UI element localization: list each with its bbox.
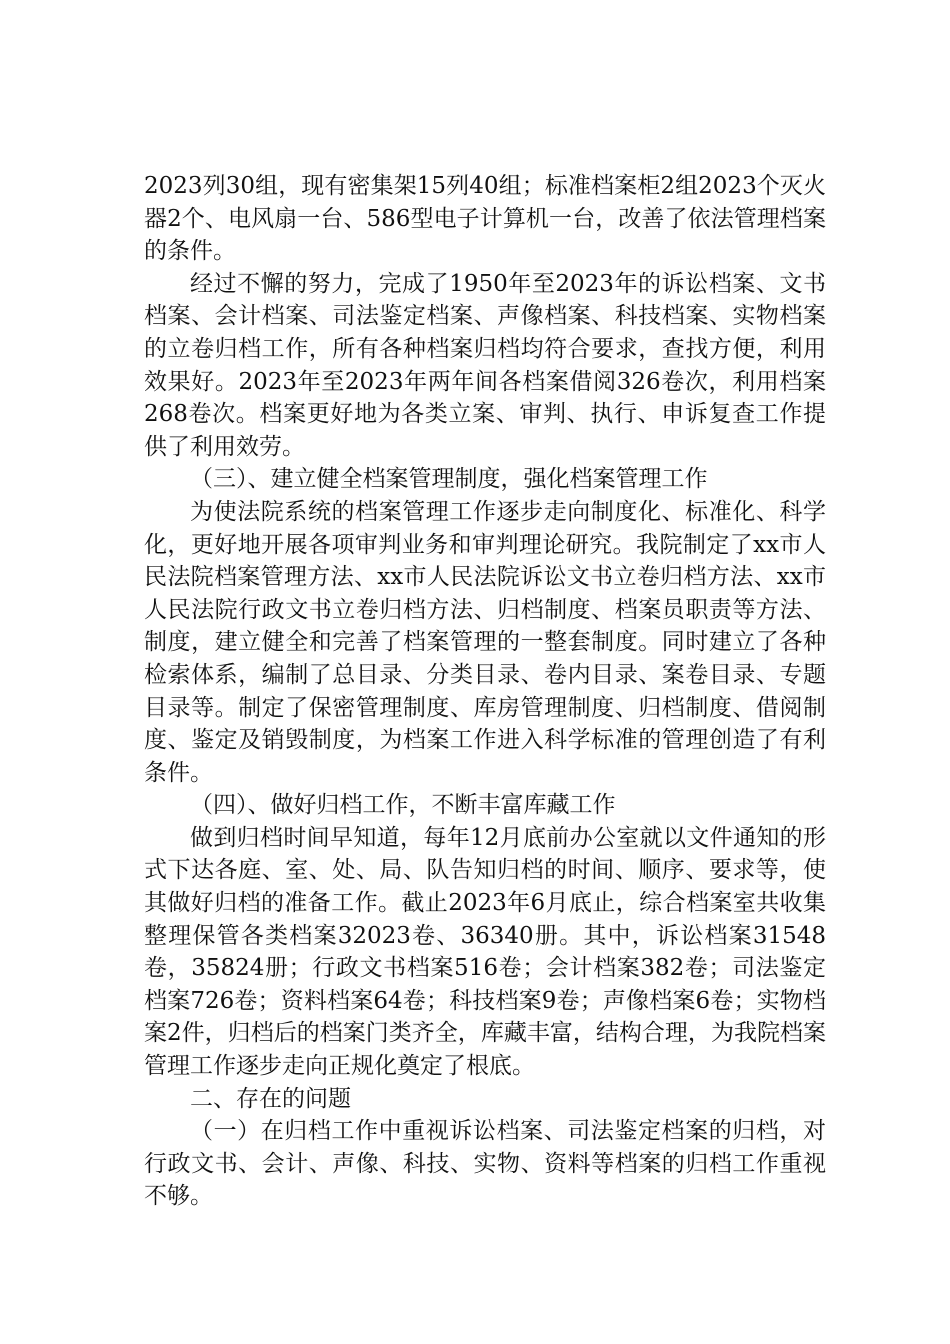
- section-heading-3: （三）、建立健全档案管理制度，强化档案管理工作: [190, 466, 708, 493]
- paragraph-problem-1: （一）在归档工作中重视诉讼档案、司法鉴定档案的归档，对行政文书、会计、声像、科技、实物、资料等档案的归档工作重视不够。: [144, 1118, 826, 1210]
- section-heading-problems: 二、存在的问题: [190, 1085, 351, 1112]
- section-heading-4: （四）、做好归档工作，不断丰富库藏工作: [190, 792, 616, 819]
- document-page: [144, 170, 826, 1213]
- paragraph-archiving-work: 做到归档时间早知道，每年12月底前办公室就以文件通知的形式下达各庭、室、处、局、队告知归档的时间、顺序、要求等，使其做好归档的准备工作。截止2023年6月底止，综合档案室共收集整理保管各类档案32023卷、36340册。其中，诉讼档案31548卷，35824册；行政文书档案516卷；会计档案382卷；司法鉴定档案726卷；资料档案64卷；科技档案9卷；声像档案6卷；实物档案2件，归档后的档案门类齐全，库藏丰富，结构合理，为我院档案管理工作逐步走向正规化奠定了根底。: [144, 824, 826, 1080]
- paragraph-management-system: 为使法院系统的档案管理工作逐步走向制度化、标准化、科学化，更好地开展各项审判业务和审判理论研究。我院制定了xx市人民法院档案管理方法、xx市人民法院诉讼文书立卷归档方法、xx市人民法院行政文书立卷归档方法、归档制度、档案员职责等方法、制度，建立健全和完善了档案管理的一整套制度。同时建立了各种检索体系，编制了总目录、分类目录、卷内目录、案卷目录、专题目录等。制定了保密管理制度、库房管理制度、归档制度、借阅制度、鉴定及销毁制度，为档案工作进入科学标准的管理创造了有利条件。: [144, 498, 826, 786]
- paragraph-continuation: 2023列30组，现有密集架15列40组；标准档案柜2组2023个灭火器2个、电风扇一台、586型电子计算机一台，改善了依法管理档案的条件。: [144, 173, 826, 265]
- paragraph-archive-completion: 经过不懈的努力，完成了1950年至2023年的诉讼档案、文书档案、会计档案、司法鉴定档案、声像档案、科技档案、实物档案的立卷归档工作，所有各种档案归档均符合要求，查找方便，利用效果好。2023年至2023年两年间各档案借阅326卷次，利用档案268卷次。档案更好地为各类立案、审判、执行、申诉复查工作提供了利用效劳。: [144, 270, 826, 460]
